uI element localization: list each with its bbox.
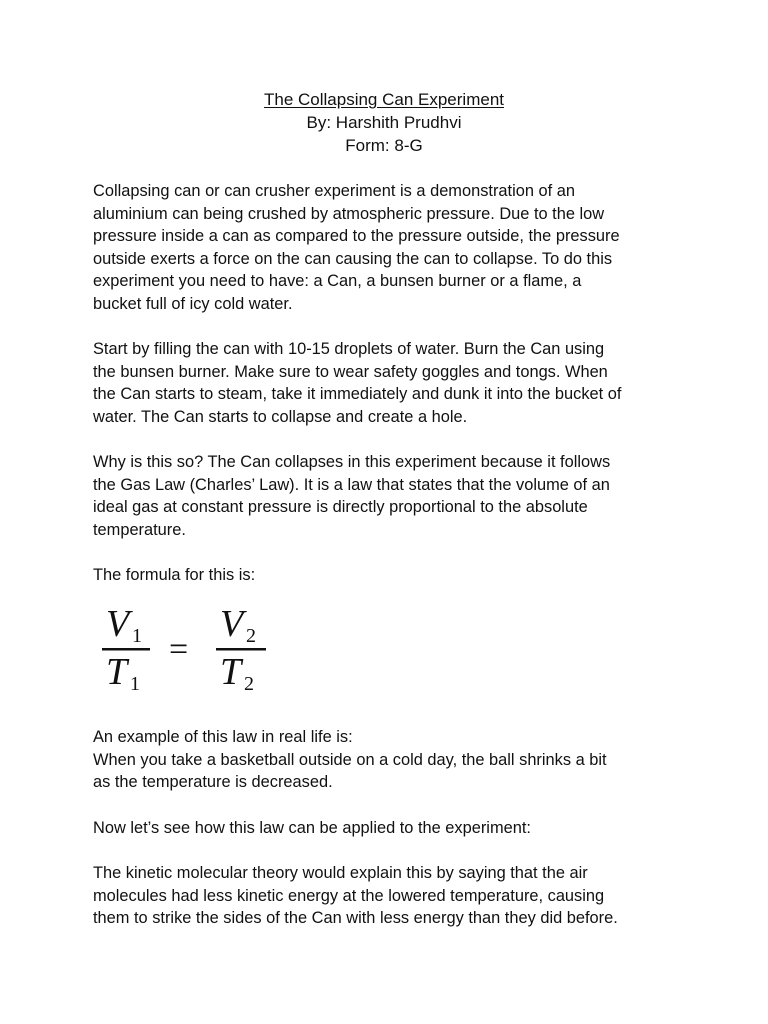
text-line: the Can starts to steam, take it immediately and dunk it into the bucket of <box>93 385 622 403</box>
procedure-paragraph <box>93 338 723 428</box>
text-line: as the temperature is decreased. <box>93 773 333 791</box>
text-line: bucket full of icy cold water. <box>93 294 293 313</box>
text-line: An example of this law in real life is: <box>93 728 353 746</box>
left-denominator-sub: 1 <box>130 673 140 690</box>
text-line: pressure inside a can as compared to the pressure outside, the pressure <box>93 227 620 245</box>
form-line: Form: 8-G <box>345 136 423 155</box>
text-line: Start by filling the can with 10-15 droplets of water. Burn the Can using <box>93 340 605 358</box>
intro-paragraph <box>93 180 723 315</box>
right-numerator: V <box>220 603 244 645</box>
text-line: aluminium can being crushed by atmospheric pressure. Due to the low <box>93 204 605 223</box>
text-line: ideal gas at constant pressure is directly proportional to the absolute <box>93 498 588 516</box>
example-paragraph <box>93 726 723 794</box>
text-line: When you take a basketball outside on a cold day, the ball shrinks a bit <box>93 750 607 769</box>
text-line: the bunsen burner. Make sure to wear safety goggles and tongs. When <box>93 362 608 381</box>
right-denominator-sub: 2 <box>244 673 254 690</box>
text-line: molecules had less kinetic energy at the lowered temperature, causing <box>93 886 605 905</box>
kinetic-theory-paragraph <box>93 862 723 930</box>
author-line: By: Harshith Prudhvi <box>306 113 462 132</box>
text-line: them to strike the sides of the Can with less energy than they did before. <box>93 909 618 927</box>
text-line: water. The Can starts to collapse and create a hole. <box>93 407 468 426</box>
text-line: Now let’s see how this law can be applied to the experiment: <box>93 819 531 837</box>
formula-intro <box>93 564 723 587</box>
document-header <box>0 88 768 157</box>
left-denominator: T <box>106 651 128 690</box>
right-denominator: T <box>220 651 242 690</box>
text-line: the Gas Law (Charles’ Law). It is a law that states that the volume of an <box>93 475 610 494</box>
equals-sign: = <box>169 631 189 668</box>
charles-law-formula <box>100 598 280 690</box>
text-line: The kinetic molecular theory would explain this by saying that the air <box>93 864 588 882</box>
application-paragraph <box>93 817 723 840</box>
text-line: The formula for this is: <box>93 566 256 584</box>
explanation-paragraph <box>93 451 723 541</box>
left-numerator-sub: 1 <box>132 625 142 647</box>
left-numerator: V <box>106 603 130 645</box>
text-line: Collapsing can or can crusher experiment is a demonstration of an <box>93 182 575 200</box>
text-line: Why is this so? The Can collapses in this experiment because it follows <box>93 453 611 471</box>
text-line: outside exerts a force on the can causing the can to collapse. To do this <box>93 249 613 268</box>
right-numerator-sub: 2 <box>246 625 256 647</box>
document-title: The Collapsing Can Experiment <box>263 90 504 109</box>
text-line: experiment you need to have: a Can, a bunsen burner or a flame, a <box>93 272 582 290</box>
text-line: temperature. <box>93 520 186 539</box>
